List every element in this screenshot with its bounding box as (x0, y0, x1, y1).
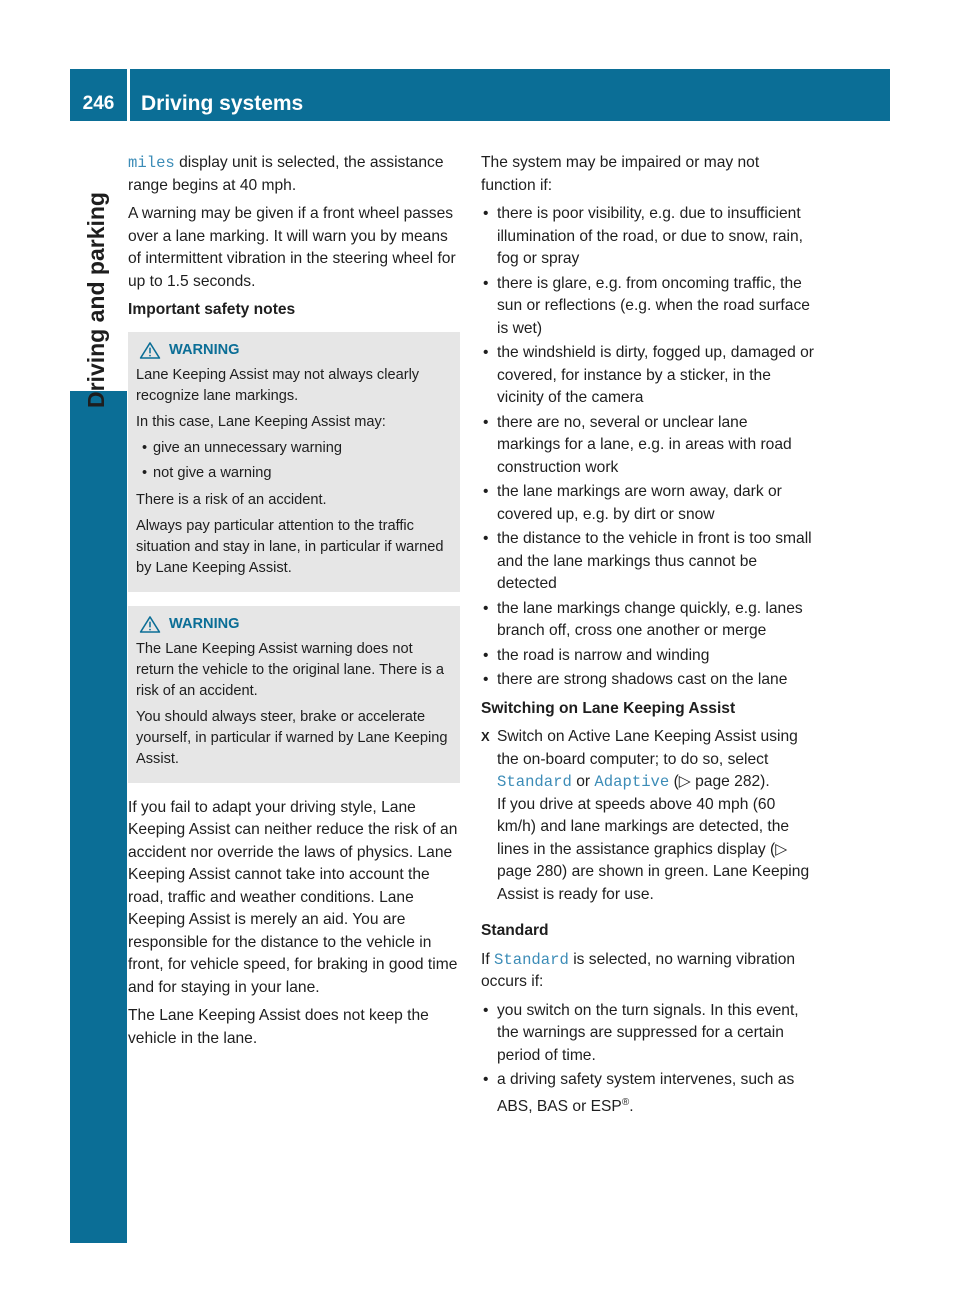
paragraph: The Lane Keeping Assist does not keep the vehicle in the lane. (128, 1007, 429, 1047)
warning-box (128, 332, 460, 592)
header-separator (127, 69, 130, 121)
paragraph: A warning may be given if a front wheel passes over a lane marking. It will warn you by means of intermittent vibration in the steering wheel for up to 1.5 seconds. (128, 205, 456, 290)
list-item: • there is poor visibility, e.g. due to insufficient illumination of the road, or due to snow, rain, fog or spray (481, 203, 814, 271)
paragraph: miles display unit is selected, the assistance range begins at 40 mph. (128, 154, 444, 194)
menu-value-standard: Standard (497, 773, 572, 791)
warning-text: There is a risk of an accident. (136, 491, 327, 508)
warning-box (128, 606, 460, 783)
menu-value-adaptive: Adaptive (594, 773, 670, 791)
list-item: • the lane markings are worn away, dark or covered up, e.g. by dirt or snow (481, 481, 814, 526)
warning-triangle-icon (139, 342, 161, 359)
instruction-step: X Switch on Active Lane Keeping Assist using the on-board computer; to do so, select Standard or Adaptive (▷ page 282). If you drive at speeds above 40 mph (60 km/h) and lane markings are detected, the lines in the assistance graphics display (▷ page 280) are shown in green. Lane Keeping Assist is ready for use. (481, 726, 814, 906)
list-item: • there are strong shadows cast on the lane (481, 669, 814, 692)
warning-list (136, 438, 452, 484)
page-number: 246 (82, 93, 115, 114)
list-item: • you switch on the turn signals. In this event, the warnings are suppressed for a certain period of time. (481, 1000, 814, 1068)
no-warning-list (481, 1000, 814, 1119)
section-heading: Important safety notes (128, 301, 296, 318)
warning-header (136, 614, 452, 635)
list-item: • the distance to the vehicle in front is too small and the lane markings thus cannot be detected (481, 528, 814, 596)
right-column (481, 152, 814, 1124)
section-heading: Standard (481, 922, 549, 939)
warning-text: The Lane Keeping Assist warning does not return the vehicle to the original lane. There is a risk of an accident. (136, 640, 445, 699)
list-item: • a driving safety system intervenes, such as ABS, BAS or ESP®. (481, 1069, 814, 1118)
list-item: • the windshield is dirty, fogged up, damaged or covered, for instance by a sticker, in the vicinity of the camera (481, 342, 814, 410)
warning-title: WARNING (169, 615, 240, 632)
list-item: • there are no, several or unclear lane markings for a lane, e.g. in areas with road construction work (481, 412, 814, 480)
list-item: • not give a warning (136, 463, 452, 484)
warning-text: In this case, Lane Keeping Assist may: (136, 413, 386, 430)
warning-header (136, 340, 452, 361)
warning-triangle-icon (139, 616, 161, 633)
impairment-list (481, 203, 814, 692)
paragraph: If you fail to adapt your driving style, Lane Keeping Assist can neither reduce the risk of an accident nor override the laws of physics. Lane Keeping Assist cannot take into account the road, traffic and weather conditions. Lane Keeping Assist is merely an aid. You are responsible for the distance to the vehicle in front, for vehicle speed, for braking in good time and for staying in your lane. (128, 798, 458, 996)
warning-text: You should always steer, brake or accelerate yourself, in particular if warned by Lane Keeping Assist. (136, 708, 448, 767)
warning-text: Lane Keeping Assist may not always clearly recognize lane markings. (136, 366, 420, 404)
warning-text: Always pay particular attention to the traffic situation and stay in lane, in particular if warned by Lane Keeping Assist. (136, 517, 444, 576)
display-value-miles: miles (128, 154, 175, 172)
list-item: • the lane markings change quickly, e.g. lanes branch off, cross one another or merge (481, 598, 814, 643)
left-column (128, 152, 460, 1056)
menu-value-standard: Standard (494, 950, 569, 969)
paragraph: The system may be impaired or may not function if: (481, 154, 760, 194)
list-item: • give an unnecessary warning (136, 438, 452, 459)
paragraph: If Standard is selected, no warning vibration occurs if: (481, 950, 796, 990)
list-item: • the road is narrow and winding (481, 645, 814, 668)
list-item: • there is glare, e.g. from oncoming traffic, the sun or reflections (e.g. when the road surface is wet) (481, 273, 814, 341)
chapter-title: Driving systems (141, 92, 304, 115)
instruction-steps (481, 726, 814, 906)
warning-title: WARNING (169, 341, 240, 358)
section-heading: Switching on Lane Keeping Assist (481, 699, 736, 717)
side-tab-label: Driving and parking (83, 192, 109, 408)
